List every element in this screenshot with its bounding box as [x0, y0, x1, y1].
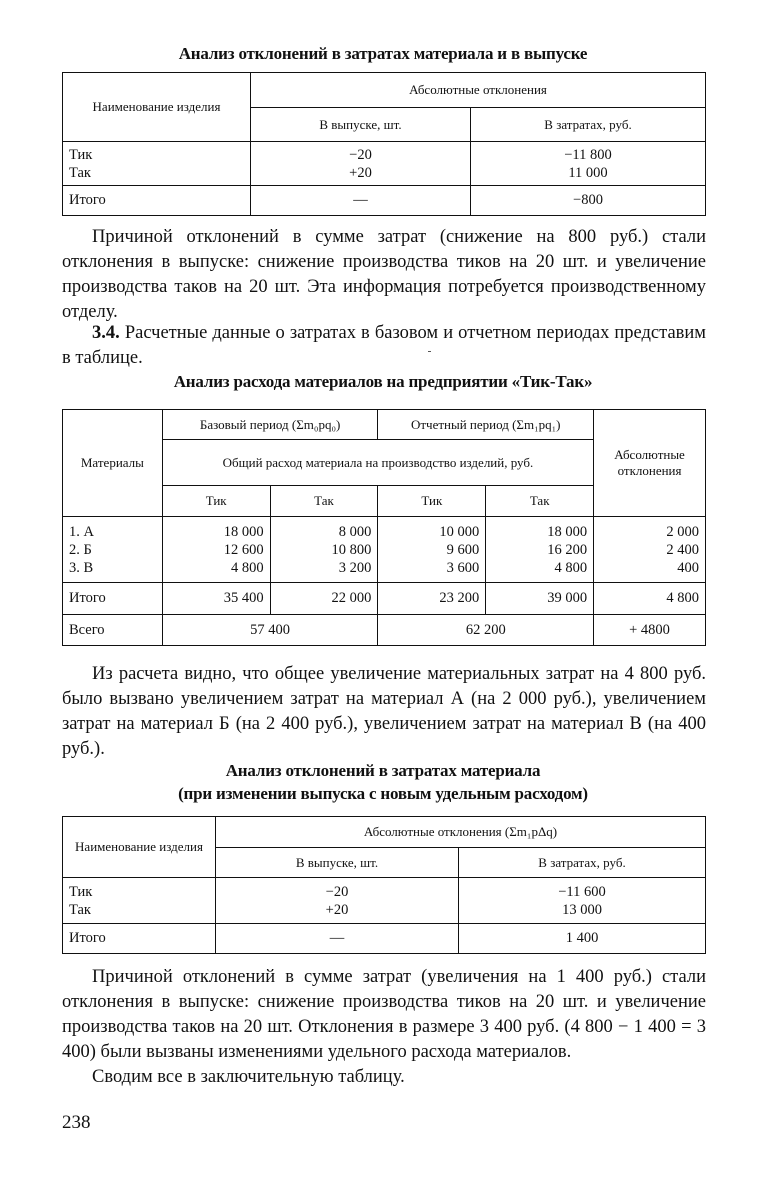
table2-grand-report: 62 200: [378, 615, 594, 646]
paragraph-4: [62, 965, 706, 1065]
table1-costs: [471, 142, 706, 186]
table2-header-base: Базовый период (Σm₀pq₀): [162, 410, 378, 440]
table2-title: Анализ расхода материалов на предприятии «Тик-Так»: [173, 372, 593, 391]
table3-title-line1: Анализ отклонений в затратах материала: [225, 761, 541, 780]
table2-cell: 9 600: [446, 541, 480, 558]
section-number: 3.4.: [92, 323, 120, 343]
table2-total-rep-tik: 23 200: [378, 583, 486, 615]
table2-row-name: 3. В: [69, 559, 94, 576]
table3-total-cost: 1 400: [459, 924, 706, 954]
table2-rep-tak: [486, 517, 594, 583]
table3: [62, 816, 706, 954]
table2: [62, 409, 706, 646]
table2-header-materials: Материалы: [63, 410, 163, 517]
table2-header-tak-report: Так: [486, 486, 594, 517]
table2-header-tik-report: Тик: [378, 486, 486, 517]
table1: [62, 72, 706, 216]
table2-cell: 12 600: [223, 541, 264, 558]
table1-row-output: +20: [349, 164, 372, 181]
table2-cell: 400: [677, 559, 699, 576]
table1-row-output: −20: [349, 146, 372, 163]
table1-row-name: Так: [69, 164, 91, 181]
table2-total-name: Итого: [63, 583, 163, 615]
page-number: 238: [62, 1112, 91, 1133]
table1-row-cost: −11 800: [564, 146, 612, 163]
table2-header-general: Общий расход материала на производство изделий, руб.: [162, 440, 593, 486]
table3-title-line2: (при изменении выпуска с новым удельным расходом): [178, 784, 588, 803]
table2-cell: 16 200: [547, 541, 588, 558]
paragraph-5: [62, 1065, 706, 1090]
table2-grand-name: Всего: [63, 615, 163, 646]
stray-mark: [428, 351, 431, 352]
table2-cell: 2 400: [666, 541, 699, 558]
table3-row-name: Так: [69, 901, 91, 918]
table1-total-output: —: [251, 186, 471, 216]
table2-cell: 8 000: [338, 523, 372, 540]
table2-total-base-tak: 22 000: [270, 583, 378, 615]
table2-total-abs: 4 800: [594, 583, 706, 615]
table3-header-cost: В затратах, руб.: [459, 848, 706, 878]
paragraph-3-text: Из расчета видно, что общее увеличение материальных затрат на 4 800 руб. было вызвано увеличением затрат на материал А (на 2 000 руб.), увеличением затрат на материал Б (на 2 400 руб.), увеличением затрат на материал В (на 400 руб.).: [62, 664, 706, 759]
table1-header-cost: В затратах, руб.: [471, 108, 706, 142]
table2-cell: 10 000: [439, 523, 480, 540]
table1-names: [63, 142, 251, 186]
table2-rep-tik: [378, 517, 486, 583]
table2-cell: 3 600: [446, 559, 480, 576]
paragraph-2: [62, 321, 706, 371]
table3-row-output: −20: [325, 883, 349, 900]
paragraph-3: [62, 662, 706, 762]
table2-row-name: 2. Б: [69, 541, 92, 558]
paragraph-4-text: Причиной отклонений в сумме затрат (увеличения на 1 400 руб.) стали отклонения в выпуске: снижение производства тиков на 20 шт. и увеличение производства таков на 20 шт. Отклонения в размере 3 400 руб. (4 800 − 1 400 = 3 400) были вызваны изменениями удельного расхода материалов.: [62, 967, 706, 1062]
table2-base-tak: [270, 517, 378, 583]
table2-header-report: Отчетный период (Σm₁pq₁): [378, 410, 594, 440]
table3-row-name: Тик: [69, 883, 93, 900]
table2-cell: 2 000: [666, 523, 699, 540]
table3-costs: [459, 878, 706, 924]
table3-header-item: Наименование изделия: [63, 817, 216, 878]
table2-cell: 18 000: [547, 523, 588, 540]
table1-header-abs: Абсолютные отклонения: [251, 73, 706, 108]
table3-names: [63, 878, 216, 924]
table2-base-tik: [162, 517, 270, 583]
paragraph-2-text: Расчетные данные о затратах в базовом и отчетном периодах представим в таблице.: [62, 323, 706, 368]
paragraph-5-text: Сводим все в заключительную таблицу.: [92, 1067, 405, 1087]
table1-total-cost: −800: [471, 186, 706, 216]
table3-row-output: +20: [325, 901, 349, 918]
table2-cell: 18 000: [223, 523, 264, 540]
table3-total-output: —: [216, 924, 459, 954]
table2-header-tik-base: Тик: [162, 486, 270, 517]
table2-total-base-tik: 35 400: [162, 583, 270, 615]
table1-header-item: Наименование изделия: [63, 73, 251, 142]
table1-header-output: В выпуске, шт.: [251, 108, 471, 142]
table2-cell: 10 800: [331, 541, 372, 558]
table3-row-cost: −11 600: [558, 883, 606, 900]
table3-header-abs: Абсолютные отклонения (Σm₁pΔq): [216, 817, 706, 848]
table1-outputs: [251, 142, 471, 186]
paragraph-1: [62, 225, 706, 325]
table1-row-name: Тик: [69, 146, 93, 163]
table2-abs: [594, 517, 706, 583]
table2-grand-base: 57 400: [162, 615, 378, 646]
table2-cell: 4 800: [230, 559, 264, 576]
table2-total-rep-tak: 39 000: [486, 583, 594, 615]
table2-cell: 4 800: [554, 559, 588, 576]
table2-header-tak-base: Так: [270, 486, 378, 517]
table3-header-output: В выпуске, шт.: [216, 848, 459, 878]
table2-row-name: 1. А: [69, 523, 94, 540]
table1-title: Анализ отклонений в затратах материала и в выпуске: [178, 44, 588, 63]
table1-row-cost: 11 000: [568, 164, 608, 181]
table2-grand-abs: + 4800: [594, 615, 706, 646]
table3-total-name: Итого: [63, 924, 216, 954]
table3-outputs: [216, 878, 459, 924]
table1-total-name: Итого: [63, 186, 251, 216]
table2-cell: 3 200: [338, 559, 372, 576]
paragraph-1-text: Причиной отклонений в сумме затрат (снижение на 800 руб.) стали отклонения в выпуске: снижение производства тиков на 20 шт. и увеличение производства таков на 20 шт. Эта информация потребуется производственному отделу.: [62, 227, 706, 322]
table2-names: [63, 517, 163, 583]
table2-header-abs: Абсолютные отклонения: [594, 410, 706, 517]
table3-row-cost: 13 000: [562, 901, 602, 918]
